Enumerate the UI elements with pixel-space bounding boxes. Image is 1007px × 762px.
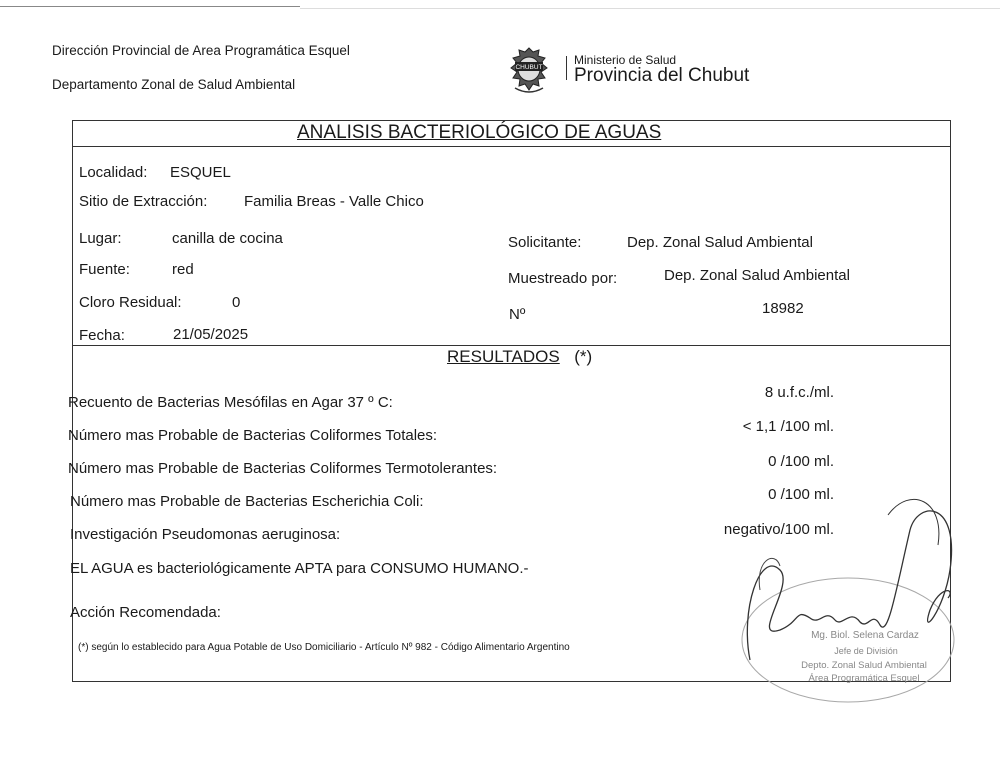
accion-recomendada-label: Acción Recomendada: xyxy=(70,604,221,621)
localidad-value: ESQUEL xyxy=(170,164,231,181)
lugar-label: Lugar: xyxy=(79,230,122,247)
results-heading-note: (*) xyxy=(574,347,593,366)
header-departamento: Departamento Zonal de Salud Ambiental xyxy=(52,77,296,92)
chubut-seal-icon xyxy=(505,44,553,96)
results-heading-group xyxy=(447,347,592,367)
muestreado-label: Muestreado por: xyxy=(508,270,618,287)
header-province: Provincia del Chubut xyxy=(574,65,750,86)
title-divider xyxy=(72,146,951,147)
header-direccion: Dirección Provincial de Area Programática Esquel xyxy=(52,43,350,58)
stamp-line2: Jefe de División xyxy=(834,646,898,656)
cloro-label: Cloro Residual: xyxy=(79,294,182,311)
header-ministry: Ministerio de Salud xyxy=(574,53,677,67)
footnote: (*) según lo establecido para Agua Potable de Uso Domiciliario - Artículo Nº 982 - Código Alimentario Argentino xyxy=(78,642,570,653)
sitio-value: Familia Breas - Valle Chico xyxy=(244,193,424,210)
report-title: ANALISIS BACTERIOLÓGICO DE AGUAS xyxy=(297,122,662,143)
stamp-line3: Depto. Zonal Salud Ambiental xyxy=(801,660,927,671)
result-label-pseudomonas: Investigación Pseudomonas aeruginosa: xyxy=(70,526,341,543)
sitio-label: Sitio de Extracción: xyxy=(79,193,208,210)
result-value-ecoli: 0 /100 ml. xyxy=(768,486,834,503)
signature-stamp xyxy=(720,490,970,730)
fuente-value: red xyxy=(172,261,194,278)
numero-label: Nº xyxy=(509,306,526,323)
result-label-coliformes-totales: Número mas Probable de Bacterias Coliformes Totales: xyxy=(68,427,438,444)
seal-text: CHUBUT xyxy=(515,64,543,71)
localidad-label: Localidad: xyxy=(79,164,148,181)
fecha-label: Fecha: xyxy=(79,327,125,344)
lugar-value: canilla de cocina xyxy=(172,230,283,247)
results-heading: RESULTADOS xyxy=(447,347,560,366)
cloro-value: 0 xyxy=(232,294,241,311)
result-value-pseudomonas: negativo/100 ml. xyxy=(723,521,834,538)
solicitante-value: Dep. Zonal Salud Ambiental xyxy=(627,234,813,251)
result-label-termotolerantes: Número mas Probable de Bacterias Coliformes Termotolerantes: xyxy=(68,460,498,477)
fuente-label: Fuente: xyxy=(79,261,130,278)
header-separator xyxy=(566,56,567,80)
scan-edge-line-faint xyxy=(300,8,1000,9)
muestreado-value: Dep. Zonal Salud Ambiental xyxy=(664,267,850,284)
result-label-ecoli: Número mas Probable de Bacterias Escherichia Coli: xyxy=(70,493,424,510)
result-value-termotolerantes: 0 /100 ml. xyxy=(768,453,834,470)
numero-value: 18982 xyxy=(762,300,804,317)
scan-edge-line xyxy=(0,6,300,7)
result-value-mesofilas: 8 u.f.c./ml. xyxy=(764,384,834,401)
result-label-mesofilas: Recuento de Bacterias Mesófilas en Agar 37 º C: xyxy=(68,394,393,411)
fecha-value: 21/05/2025 xyxy=(173,326,249,343)
solicitante-label: Solicitante: xyxy=(508,234,582,251)
stamp-line4: Área Programática Esquel xyxy=(808,673,920,684)
conclusion-text: EL AGUA es bacteriológicamente APTA para CONSUMO HUMANO.- xyxy=(70,560,529,577)
stamp-line1: Mg. Biol. Selena Cardaz xyxy=(811,630,919,641)
result-value-coliformes-totales: < 1,1 /100 ml. xyxy=(742,418,834,435)
